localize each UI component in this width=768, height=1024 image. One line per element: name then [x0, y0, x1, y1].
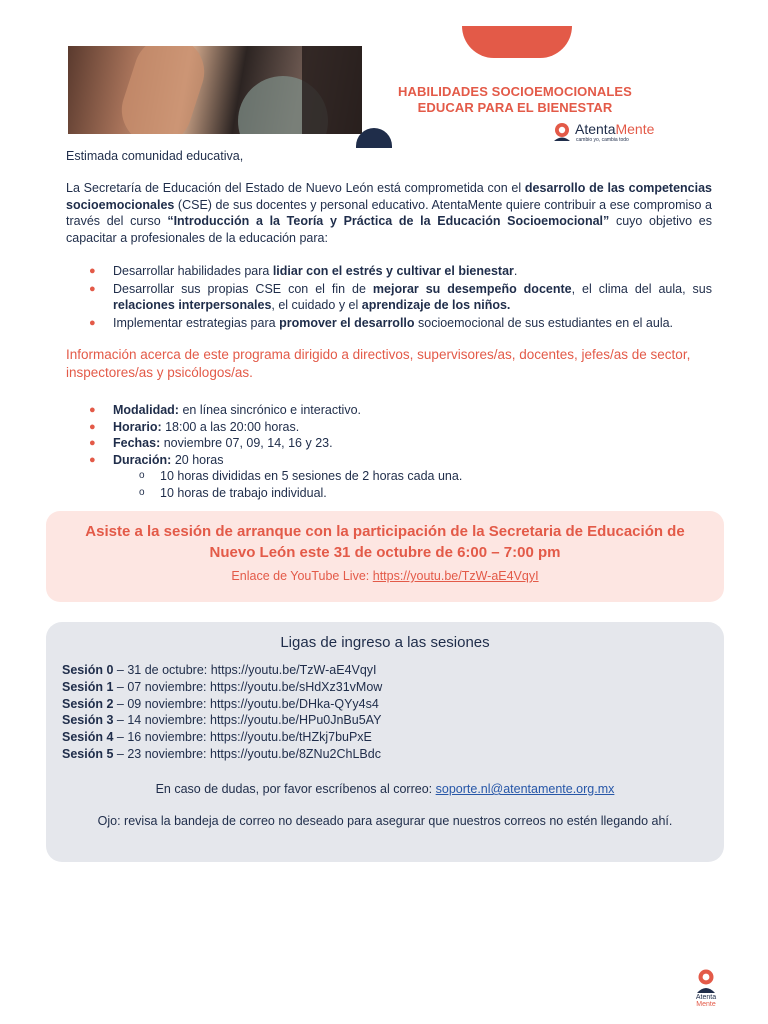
contact-line [46, 782, 724, 796]
goal-text: , el clima del aula, sus [571, 281, 712, 296]
bullet-icon: ● [89, 265, 96, 277]
detail-label: Duración: [113, 452, 172, 467]
list-item [113, 485, 712, 502]
greeting: Estimada comunidad educativa, [66, 149, 244, 163]
detail-value: 20 horas [171, 452, 224, 467]
list-item [62, 679, 382, 696]
intro-bold: “Introducción a la Teoría y Práctica de la Educación Socioemocional” [167, 214, 610, 228]
session-link-text: – 14 noviembre: https://youtu.be/HPu0JnBu5AY [113, 713, 382, 728]
list-item [66, 419, 712, 436]
goal-text: Desarrollar habilidades para [113, 264, 273, 278]
list-item [62, 712, 382, 729]
header-photo [68, 46, 362, 134]
circle-bullet-icon: o [139, 470, 145, 481]
session-label: Sesión 0 [62, 663, 114, 677]
detail-label: Horario: [113, 419, 162, 434]
sessions-title: Ligas de ingreso a las sesiones [280, 634, 490, 651]
list-item [62, 746, 382, 763]
sessions-box [46, 622, 724, 862]
goal-bold: mejorar su desempeño docente [372, 281, 572, 296]
session-link-text: – 23 noviembre: https://youtu.be/8ZNu2ChLBdc [113, 746, 381, 761]
session-label: Sesión 4 [62, 730, 114, 745]
session-link-text: – 31 de octubre: https://youtu.be/TzW-aE4VqyI [113, 663, 377, 677]
brand-name-part1: Atenta [575, 121, 616, 137]
session-label: Sesión 2 [62, 696, 114, 711]
intro-bold: desarrollo de las competencias socioemocionales [66, 181, 712, 212]
sub-item-text: 10 horas divididas en 5 sesiones de 2 horas cada una. [160, 469, 463, 483]
intro-text: cuyo objetivo es capacitar a profesionales de la educación para: [66, 214, 712, 245]
list-item [62, 662, 382, 679]
bullet-icon: ● [89, 404, 96, 416]
support-email-link[interactable]: soporte.nl@atentamente.org.mx [435, 782, 615, 796]
circle-bullet-icon: o [139, 486, 145, 498]
goal-bold: aprendizaje de los niños. [361, 298, 511, 312]
detail-label: Modalidad: [113, 403, 179, 417]
list-item [66, 402, 712, 419]
goal-text: , el cuidado y el [271, 298, 362, 312]
goal-text: Implementar estrategias para [113, 315, 280, 330]
header-title-line1: HABILIDADES SOCIOEMOCIONALES [398, 84, 632, 99]
decorative-circle [462, 26, 572, 58]
launch-heading [46, 521, 724, 563]
session-label: Sesión 1 [62, 679, 114, 694]
footer-logo [690, 968, 722, 1016]
list-item [113, 468, 712, 485]
launch-line2: Nuevo León este 31 de octubre de 6:00 – 7:00 pm [209, 544, 561, 561]
detail-value: 18:00 a las 20:00 horas. [161, 419, 300, 434]
sessions-list [62, 662, 382, 763]
contact-text: En caso de dudas, por favor escríbenos al correo: [155, 782, 436, 796]
youtube-label: Enlace de YouTube Live: [231, 569, 373, 583]
youtube-live [46, 569, 724, 583]
list-item [66, 281, 712, 314]
list-item [62, 729, 382, 746]
detail-value: noviembre 07, 09, 14, 16 y 23. [160, 436, 333, 450]
session-link-text: – 09 noviembre: https://youtu.be/DHka-QYy4s4 [113, 696, 379, 711]
session-label: Sesión 5 [62, 746, 114, 761]
goal-bold: lidiar con el estrés y cultivar el bienestar [272, 264, 514, 278]
intro-paragraph [66, 180, 712, 246]
bullet-icon: ● [89, 316, 96, 329]
spam-note: Ojo: revisa la bandeja de correo no deseado para asegurar que nuestros correos no estén llegando ahí. [97, 814, 673, 828]
bullet-icon: ● [89, 437, 96, 449]
header-title-line2: EDUCAR PARA EL BIENESTAR [417, 100, 613, 115]
photo-shape [113, 46, 214, 134]
details-list [66, 402, 712, 501]
footer-logo-line2: Mente [696, 1001, 716, 1008]
session-link-text: – 07 noviembre: https://youtu.be/sHdXz31vMow [113, 679, 383, 694]
duration-sublist [113, 468, 712, 501]
detail-label: Fechas: [113, 436, 161, 450]
list-item [66, 315, 712, 332]
list-item [66, 263, 712, 280]
goal-bold: promover el desarrollo [279, 315, 415, 330]
list-item [66, 435, 712, 452]
list-item [62, 696, 382, 713]
goal-text: . [513, 264, 518, 278]
sub-item-text: 10 horas de trabajo individual. [160, 485, 327, 500]
brand-name-part2: Mente [615, 121, 655, 137]
youtube-live-link[interactable]: https://youtu.be/TzW-aE4VqyI [372, 569, 539, 583]
intro-text: La Secretaría de Educación del Estado de Nuevo León está comprometida con el [66, 181, 525, 195]
photo-shape [302, 46, 362, 134]
brand-tagline: cambio yo, cambia todo [576, 137, 629, 143]
header-title [392, 84, 638, 116]
atentamente-logo-icon [551, 121, 573, 143]
brand-name [575, 121, 654, 137]
session-link-text: – 16 noviembre: https://youtu.be/tHZkj7buPxE [113, 730, 372, 745]
atentamente-logo-icon [695, 968, 717, 994]
goal-text: Desarrollar sus propias CSE con el fin de [113, 281, 373, 296]
bullet-icon: ● [89, 282, 96, 295]
goal-text: socioemocional de sus estudiantes en el aula. [414, 315, 674, 330]
launch-line1: Asiste a la sesión de arranque con la participación de la Secretaria de Educación de [85, 523, 685, 540]
intro-text: (CSE) de sus docentes y personal educativo. AtentaMente quiere contribuir a ese compromiso a través del curso [66, 197, 712, 228]
bullet-icon: ● [89, 420, 96, 433]
bullet-icon: ● [89, 453, 96, 466]
program-info: Información acerca de este programa dirigido a directivos, supervisores/as, docentes, jefes/as de sector, inspectores/as y psicólogos/as. [66, 347, 691, 380]
goal-bold: relaciones interpersonales [113, 298, 272, 312]
goals-list [66, 263, 712, 332]
detail-value: en línea sincrónico e interactivo. [178, 403, 362, 417]
session-label: Sesión 3 [62, 713, 114, 728]
list-item [66, 452, 712, 502]
launch-session-box [46, 511, 724, 602]
footer-logo-line1: Atenta [695, 994, 717, 1001]
